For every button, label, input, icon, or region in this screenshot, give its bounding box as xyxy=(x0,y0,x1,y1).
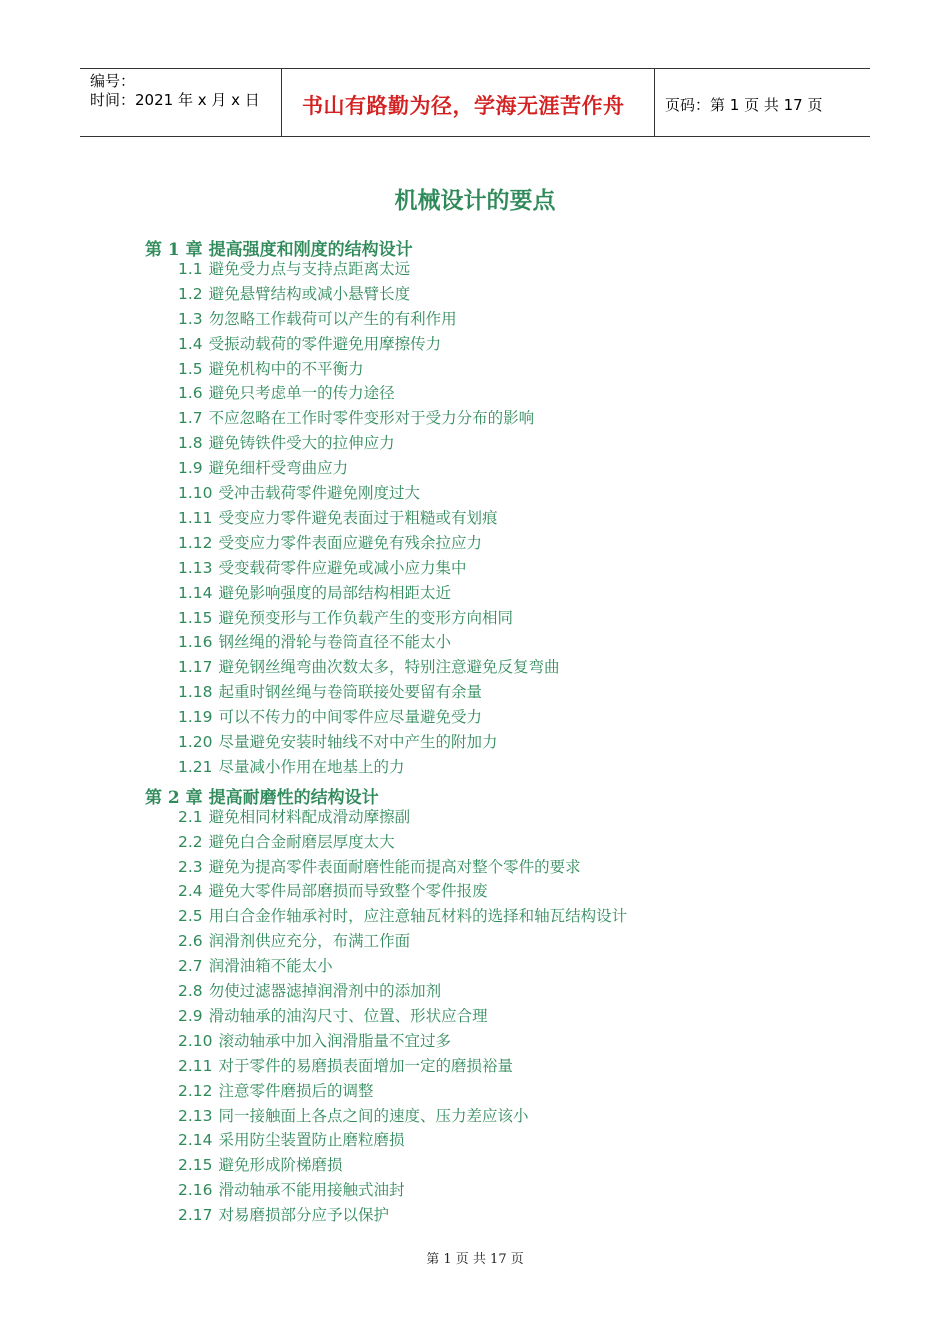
toc-entry-number: 1.6 xyxy=(178,384,203,403)
toc-entry[interactable] xyxy=(178,581,451,603)
toc-entry[interactable] xyxy=(178,606,513,628)
toc-entry-text: 尽量减小作用在地基上的力 xyxy=(218,757,405,776)
toc-entry-number: 2.7 xyxy=(178,957,203,976)
toc-entry-text: 受变载荷零件应避免或减小应力集中 xyxy=(218,558,467,577)
toc-entry-text: 避免预变形与工作负载产生的变形方向相同 xyxy=(218,608,514,627)
toc-entry-number: 1.13 xyxy=(178,558,213,577)
header-info-cell xyxy=(80,69,282,136)
toc-entry[interactable] xyxy=(178,481,420,503)
toc-entry-number: 1.18 xyxy=(178,683,213,702)
toc-entry-number: 2.16 xyxy=(178,1181,213,1200)
toc-entry-text: 对于零件的易磨损表面增加一定的磨损裕量 xyxy=(218,1056,514,1075)
toc-entry-number: 2.3 xyxy=(178,857,203,876)
toc-entry-number: 1.12 xyxy=(178,533,213,552)
toc-entry-number: 1.20 xyxy=(178,733,213,751)
toc-entry[interactable] xyxy=(178,357,364,379)
toc-entry-text: 避免铸铁件受大的拉伸应力 xyxy=(208,434,395,453)
toc-entry-number: 2.13 xyxy=(178,1106,213,1125)
toc-entry[interactable] xyxy=(178,1104,529,1126)
toc-entry-number: 1.19 xyxy=(178,708,213,727)
toc-entry-text: 用白合金作轴承衬时，应注意轴瓦材料的选择和轴瓦结构设计 xyxy=(208,907,628,926)
toc-entry[interactable] xyxy=(178,257,410,279)
toc-entry[interactable] xyxy=(178,556,467,578)
toc-entry-text: 避免影响强度的局部结构相距太近 xyxy=(218,583,452,602)
chapter-heading[interactable]: 第 1 章 提高强度和刚度的结构设计 xyxy=(145,240,413,260)
toc-entry-number: 1.3 xyxy=(178,309,203,328)
toc-entry[interactable] xyxy=(178,332,441,354)
toc-entry[interactable] xyxy=(178,1004,488,1026)
toc-entry[interactable] xyxy=(178,406,534,428)
toc-entry[interactable] xyxy=(178,929,410,951)
toc-entry-text: 受振动载荷的零件避免用摩擦传力 xyxy=(208,334,442,353)
toc-entry[interactable] xyxy=(178,655,560,677)
toc-entry-number: 2.5 xyxy=(178,907,203,926)
toc-entry[interactable] xyxy=(178,1153,343,1175)
toc-entry-number: 1.10 xyxy=(178,484,213,502)
chapter-heading[interactable]: 第 2 章 提高耐磨性的结构设计 xyxy=(145,787,379,808)
toc-entry[interactable] xyxy=(178,830,395,852)
toc-entry[interactable] xyxy=(178,531,482,553)
toc-entry-text: 采用防尘装置防止磨粒磨损 xyxy=(218,1131,405,1150)
toc-entry-text: 避免相同材料配成滑动摩擦副 xyxy=(208,807,411,826)
toc-entry[interactable] xyxy=(178,904,627,926)
toc-entry-text: 润滑剂供应充分，布满工作面 xyxy=(208,932,411,951)
toc-entry-text: 避免细杆受弯曲应力 xyxy=(208,459,349,478)
toc-entry-number: 1.5 xyxy=(178,359,203,378)
toc-entry-text: 避免悬臂结构或减小悬臂长度 xyxy=(208,284,411,303)
page-footer: 第 1 页 共 17 页 xyxy=(426,1252,524,1267)
toc-entry-text: 避免白合金耐磨层厚度太大 xyxy=(208,832,395,851)
toc-entry[interactable] xyxy=(178,979,441,1001)
toc-entry[interactable] xyxy=(178,1079,374,1101)
toc-entry[interactable] xyxy=(178,705,482,727)
header-motto-cell xyxy=(282,69,655,136)
toc-entry-number: 2.2 xyxy=(178,832,203,851)
toc-entry-number: 1.9 xyxy=(178,459,203,478)
toc-entry-text: 避免受力点与支持点距离太远 xyxy=(208,259,411,278)
toc-entry-number: 2.10 xyxy=(178,1031,213,1050)
toc-entry[interactable] xyxy=(178,1203,389,1225)
toc-entry-text: 润滑油箱不能太小 xyxy=(208,957,333,976)
toc-entry-text: 勿忽略工作载荷可以产生的有利作用 xyxy=(208,309,457,328)
toc-entry[interactable] xyxy=(178,755,405,777)
toc-entry-number: 1.4 xyxy=(178,334,203,353)
toc-entry-number: 1.17 xyxy=(178,658,213,677)
toc-entry-text: 勿使过滤器滤掉润滑剂中的添加剂 xyxy=(208,982,442,1000)
toc-entry-text: 受变应力零件表面应避免有残余拉应力 xyxy=(218,533,483,552)
toc-entry-text: 避免只考虑单一的传力途径 xyxy=(208,384,395,403)
toc-entry[interactable] xyxy=(178,1029,451,1051)
page-info: 页码：第 1 页 共 17 页 xyxy=(665,96,823,114)
date-label: 时间：2021 年 x 月 x 日 xyxy=(90,91,260,109)
toc-entry-number: 1.16 xyxy=(178,633,213,652)
toc-entry-number: 1.7 xyxy=(178,409,203,428)
toc-entry-text: 滑动轴承的油沟尺寸、位置、形状应合理 xyxy=(208,1006,488,1025)
toc-entry-text: 滚动轴承中加入润滑脂量不宜过多 xyxy=(218,1031,452,1050)
toc-entry-number: 1.2 xyxy=(178,284,203,303)
toc-entry-text: 避免为提高零件表面耐磨性能而提高对整个零件的要求 xyxy=(208,857,581,876)
toc-entry-number: 1.14 xyxy=(178,583,213,602)
toc-entry-text: 避免钢丝绳弯曲次数太多，特别注意避免反复弯曲 xyxy=(218,658,560,677)
document-header xyxy=(80,68,870,137)
toc-entry-text: 钢丝绳的滑轮与卷筒直径不能太小 xyxy=(218,633,452,652)
toc-entry[interactable] xyxy=(178,456,348,478)
toc-entry-text: 受变应力零件避免表面过于粗糙或有划痕 xyxy=(218,508,498,527)
toc-entry-text: 可以不传力的中间零件应尽量避免受力 xyxy=(218,708,483,727)
toc-entry[interactable] xyxy=(178,1178,405,1200)
document-title: 机械设计的要点 xyxy=(394,187,556,214)
toc-entry-text: 避免大零件局部磨损而导致整个零件报废 xyxy=(208,882,488,901)
toc-entry[interactable] xyxy=(178,1128,405,1150)
toc-entry-number: 2.4 xyxy=(178,882,203,901)
toc-entry-number: 2.6 xyxy=(178,932,203,951)
toc-entry-text: 避免机构中的不平衡力 xyxy=(208,359,364,378)
number-label: 编号： xyxy=(90,72,136,90)
toc-entry-text: 尽量避免安装时轴线不对中产生的附加力 xyxy=(218,733,498,751)
toc-entry-number: 2.14 xyxy=(178,1131,213,1150)
toc-entry[interactable] xyxy=(178,307,457,329)
toc-entry-number: 1.21 xyxy=(178,757,213,776)
toc-entry-text: 不应忽略在工作时零件变形对于受力分布的影响 xyxy=(208,409,535,428)
header-page-cell xyxy=(655,69,870,136)
toc-entry[interactable] xyxy=(178,431,395,453)
toc-entry[interactable] xyxy=(178,282,410,304)
toc-entry-number: 2.12 xyxy=(178,1081,213,1100)
toc-entry[interactable] xyxy=(178,954,333,976)
toc-entry-text: 避免形成阶梯磨损 xyxy=(218,1156,343,1175)
toc-entry[interactable] xyxy=(178,630,451,652)
toc-entry[interactable] xyxy=(178,879,488,901)
motto: 书山有路勤为径，学海无涯苦作舟 xyxy=(302,93,625,118)
toc-entry-text: 受冲击载荷零件避免刚度过大 xyxy=(218,484,421,502)
toc-entry-text: 注意零件磨损后的调整 xyxy=(218,1081,374,1100)
toc-entry[interactable] xyxy=(178,381,395,403)
toc-entry[interactable] xyxy=(178,680,482,702)
toc-entry[interactable] xyxy=(178,1054,513,1076)
toc-entry-text: 对易磨损部分应予以保护 xyxy=(218,1206,390,1225)
toc-entry-number: 2.15 xyxy=(178,1156,213,1175)
toc-entry-number: 2.9 xyxy=(178,1006,203,1025)
toc-entry[interactable] xyxy=(178,730,498,752)
toc-entry-number: 2.1 xyxy=(178,807,203,826)
toc-entry-text: 滑动轴承不能用接触式油封 xyxy=(218,1181,405,1200)
toc-entry-number: 2.17 xyxy=(178,1206,213,1225)
toc-entry-number: 1.15 xyxy=(178,608,213,627)
toc-entry-number: 2.8 xyxy=(178,982,203,1000)
toc-entry[interactable] xyxy=(178,506,498,528)
toc-entry-text: 起重时钢丝绳与卷筒联接处要留有余量 xyxy=(218,683,483,702)
toc-entry-number: 2.11 xyxy=(178,1056,213,1075)
toc-entry-number: 1.11 xyxy=(178,508,213,527)
toc-entry-number: 1.1 xyxy=(178,259,203,278)
toc-entry-text: 同一接触面上各点之间的速度、压力差应该小 xyxy=(218,1106,529,1125)
toc-entry[interactable] xyxy=(178,855,581,877)
toc-entry-number: 1.8 xyxy=(178,434,203,453)
toc-entry[interactable] xyxy=(178,805,410,827)
